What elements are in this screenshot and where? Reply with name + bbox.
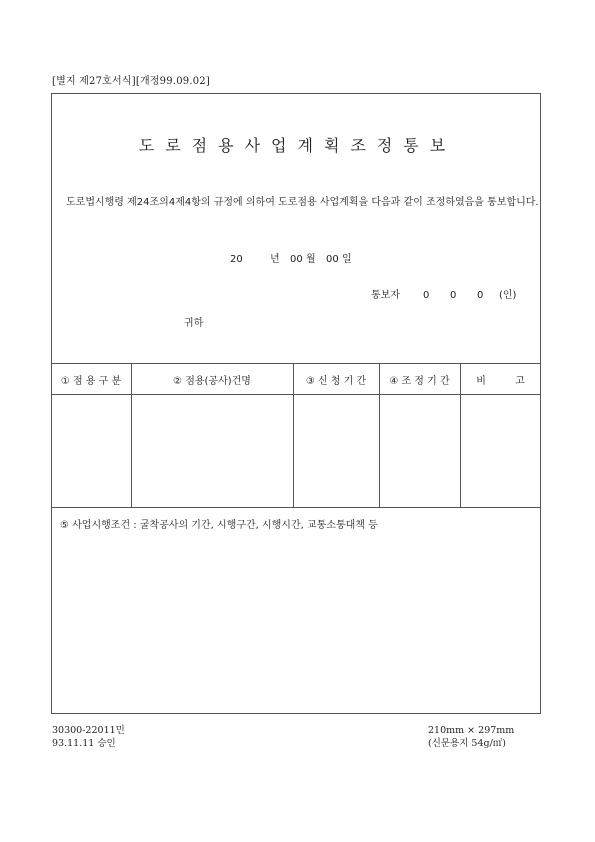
date-day: 00: [326, 254, 339, 265]
table-header-border: [51, 394, 541, 395]
form-frame: [51, 93, 541, 714]
date-year-unit: 년: [270, 254, 280, 265]
sender-name-char: 0: [477, 290, 484, 301]
sender-name-char: 0: [423, 290, 430, 301]
date-month-unit: 월: [306, 254, 316, 265]
date-line: [230, 250, 352, 265]
table-bottom-border: [51, 507, 541, 508]
footer-approval: [52, 724, 125, 750]
table-top-border: [51, 363, 541, 364]
implementation-conditions: ⑤ 사업시행조건 : 굴착공사의 기간, 시행구간, 시행시간, 교통소통대책 등: [60, 520, 378, 531]
column-header-project-name: ② 점용(공사)건명: [173, 376, 251, 387]
column-header-adjusted-period: ④ 조 정 기 간: [389, 376, 450, 387]
column-header-remarks: 비 고: [476, 376, 525, 387]
column-header-usage-type: ① 점 용 구 분: [60, 376, 122, 387]
notice-body-text: 도로법시행령 제24조의4제4항의 규정에 의하여 도로점용 사업계획을 다음과 같이 조정하였음을 통보합니다.: [66, 197, 539, 208]
footer-paper-type: (신문용지 54g/㎡): [428, 738, 507, 749]
date-month: 00: [290, 254, 303, 265]
date-year: 20: [230, 254, 243, 265]
footer-approval-date: 93.11.11 승인: [52, 738, 116, 749]
footer-paper-spec: [428, 724, 514, 750]
seal-mark: (인): [499, 290, 517, 301]
sender-label: 통보자: [371, 290, 400, 301]
form-number-note: [별지 제27호서식][개정99.09.02]: [52, 76, 210, 87]
date-day-unit: 일: [342, 254, 352, 265]
sender-name-char: 0: [450, 290, 457, 301]
column-header-application-period: ③ 신 청 기 간: [305, 376, 367, 387]
footer-form-code: 30300-22011민: [52, 725, 125, 736]
sender-line: [371, 286, 516, 301]
document-title: 도로점용사업계획조정통보: [138, 136, 457, 155]
recipient-honorific: 귀하: [184, 318, 204, 329]
footer-paper-size: 210mm × 297mm: [428, 725, 515, 736]
